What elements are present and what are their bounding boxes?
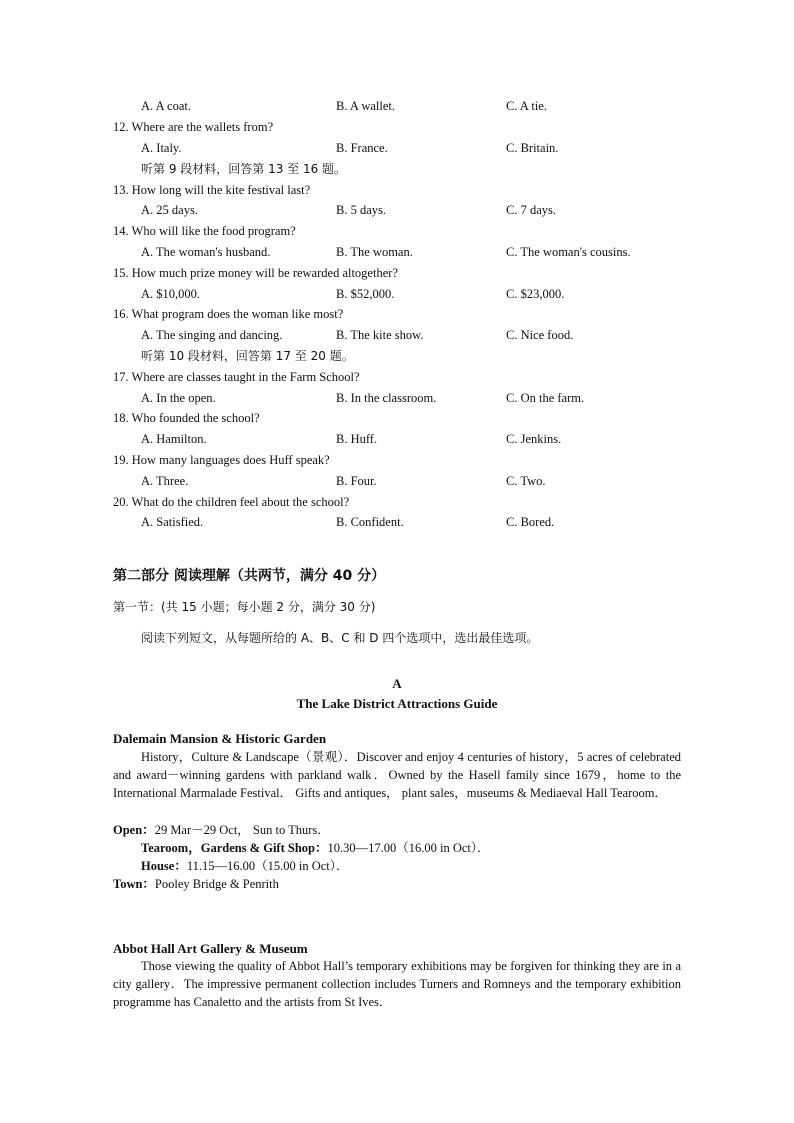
q18-text: 18. Who founded the school? — [113, 411, 260, 425]
q16-option-b: B. The kite show. — [336, 328, 424, 342]
q14-option-b: B. The woman. — [336, 245, 413, 259]
q14-option-a: A. The woman's husband. — [141, 245, 271, 259]
q17-option-b: B. In the classroom. — [336, 391, 437, 405]
q20-text: 20. What do the children feel about the school? — [113, 495, 350, 509]
listening-note-10: 听第 10 段材料，回答第 17 至 20 题。 — [141, 349, 354, 363]
dalemain-body: History，Culture & Landscape（景观）．Discover and enjoy 4 centuries of history，5 acres of celebrated and award－winning gardens with parkland walk．Owned by the Hasell family since 1679，home to the International Marmalade Festival． Gifts and antiques， plant sales，museums & Mediaeval Hall Tearoom． — [113, 750, 681, 800]
tearoom-label: Tearoom，Gardens & Gift Shop： — [141, 841, 328, 855]
q19-text: 19. How many languages does Huff speak? — [113, 453, 330, 467]
q18-option-c: C. Jenkins. — [506, 432, 562, 446]
listening-note-9: 听第 9 段材料，回答第 13 至 16 题。 — [141, 162, 347, 176]
dalemain-town — [113, 875, 681, 893]
dalemain-heading: Dalemain Mansion & Historic Garden — [113, 731, 327, 746]
q13-option-c: C. 7 days. — [506, 203, 556, 217]
q20-option-a: A. Satisfied. — [141, 515, 204, 529]
q17-text: 17. Where are classes taught in the Farm School? — [113, 370, 360, 384]
q13-text: 13. How long will the kite festival last? — [113, 183, 311, 197]
q17-option-c: C. On the farm. — [506, 391, 585, 405]
q14-option-c: C. The woman's cousins. — [506, 245, 631, 259]
q18-option-a: A. Hamilton. — [141, 432, 207, 446]
q11-option-a: A. A coat. — [141, 99, 191, 113]
q16-text: 16. What program does the woman like most? — [113, 307, 344, 321]
q13-option-a: A. 25 days. — [141, 203, 198, 217]
q11-option-c: C. A tie. — [506, 99, 547, 113]
q12-text: 12. Where are the wallets from? — [113, 120, 274, 134]
q15-option-b: B. $52,000. — [336, 287, 395, 301]
q19-option-c: C. Two. — [506, 474, 546, 488]
q13-option-b: B. 5 days. — [336, 203, 386, 217]
abbot-heading: Abbot Hall Art Gallery & Museum — [113, 941, 308, 956]
q19-option-b: B. Four. — [336, 474, 377, 488]
q11-option-b: B. A wallet. — [336, 99, 396, 113]
dalemain-house — [141, 857, 681, 875]
house-value: 11.15—16.00（15.00 in Oct）． — [186, 859, 349, 873]
passage-title: The Lake District Attractions Guide — [296, 696, 498, 711]
q16-option-c: C. Nice food. — [506, 328, 574, 342]
q15-text: 15. How much prize money will be rewarded altogether? — [113, 266, 398, 280]
open-value: 29 Mar－29 Oct， Sun to Thurs． — [154, 823, 330, 837]
q15-option-a: A. $10,000. — [141, 287, 201, 301]
dalemain-tearoom — [141, 839, 681, 857]
passage-letter: A — [392, 676, 402, 691]
q19-option-a: A. Three. — [141, 474, 189, 488]
dalemain-open — [113, 821, 681, 839]
q12-option-c: C. Britain. — [506, 141, 559, 155]
house-label: House： — [141, 859, 187, 873]
q15-option-c: C. $23,000. — [506, 287, 565, 301]
q17-option-a: A. In the open. — [141, 391, 216, 405]
q12-option-b: B. France. — [336, 141, 388, 155]
section-subtitle: 第一节：(共 15 小题；每小题 2 分，满分 30 分) — [113, 600, 376, 614]
abbot-body: Those viewing the quality of Abbot Hall’s temporary exhibitions may be forgiven for thinking they are in a city gallery．The impressive permanent collection includes Turners and Romneys and the temporary exhibition programme has Canaletto and the artists from St Ives． — [113, 959, 681, 1009]
q16-option-a: A. The singing and dancing. — [141, 328, 283, 342]
q20-option-b: B. Confident. — [336, 515, 404, 529]
q12-option-a: A. Italy. — [141, 141, 182, 155]
town-label: Town： — [113, 877, 155, 891]
open-label: Open： — [113, 823, 155, 837]
town-value: Pooley Bridge & Penrith — [154, 877, 279, 891]
q18-option-b: B. Huff. — [336, 432, 378, 446]
q14-text: 14. Who will like the food program? — [113, 224, 296, 238]
tearoom-value: 10.30—17.00（16.00 in Oct）． — [327, 841, 490, 855]
section-instruction: 阅读下列短文，从每题所给的 A、B、C 和 D 四个选项中，选出最佳选项。 — [141, 631, 539, 645]
section-title: 第二部分 阅读理解（共两节，满分 40 分） — [113, 568, 386, 584]
q20-option-c: C. Bored. — [506, 515, 555, 529]
